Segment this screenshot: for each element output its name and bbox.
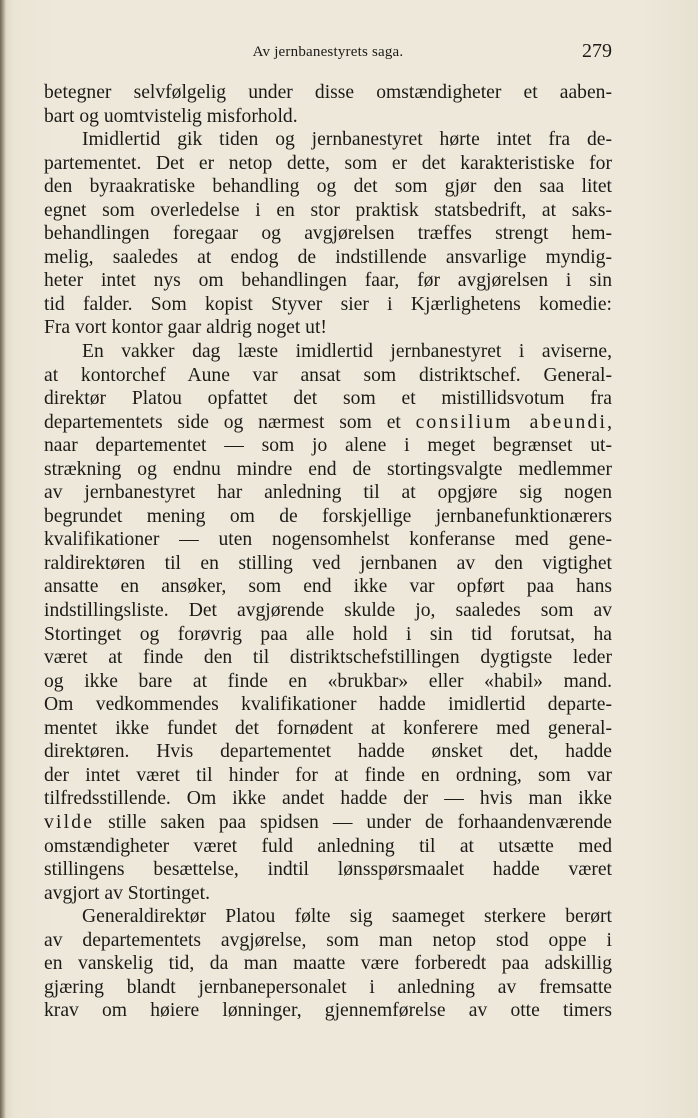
running-title: Av jernbanestyrets saga.: [252, 44, 404, 60]
text-line: betegner selvfølgelig under disse omstændigheter et aaben-: [44, 82, 612, 103]
text-line: og ikke bare at finde en «brukbar» eller «habil» mand.: [44, 670, 612, 692]
text-line: naar departementet — som jo alene i meget begrænset ut-: [44, 435, 612, 457]
text-line: [44, 411, 612, 435]
text-line: av departementets avgjørelse, som man netop stod oppe i: [44, 929, 612, 951]
text-segment: stille saken paa spidsen — under de forhaandenværende: [94, 811, 612, 833]
text-line: en vanskelig tid, da man maatte være forberedt paa adskillig: [44, 953, 612, 975]
body-text: [44, 81, 612, 1023]
text-line: krav om høiere lønninger, gjennemførelse av otte timers: [44, 1000, 612, 1022]
spaced-emphasis: consilium abeundi: [415, 411, 608, 433]
text-segment: departementets side og nærmest som et: [44, 411, 416, 433]
text-line: En vakker dag læste imidlertid jernbanestyret i aviserne,: [82, 341, 612, 363]
text-line: Imidlertid gik tiden og jernbanestyret hørte intet fra de-: [82, 129, 612, 151]
text-line: stillingens besættelse, indtil lønsspørsmaalet hadde været: [44, 859, 612, 881]
text-line: raldirektøren til en stilling ved jernbanen av den vigtighet: [44, 552, 612, 574]
text-line: [44, 811, 612, 835]
text-line: bart og uomtvistelig misforhold.: [44, 105, 298, 127]
text-line: været at finde den til distriktschefstillingen dygtigste leder: [44, 647, 612, 669]
binding-edge: [0, 0, 6, 1118]
text-line: Om vedkommendes kvalifikationer hadde imidlertid departe-: [44, 694, 612, 716]
text-line: melig, saaledes at endog de indstillende ansvarlige myndig-: [44, 246, 612, 268]
text-line: Generaldirektør Platou følte sig saameget sterkere berørt: [82, 906, 612, 928]
text-line: tilfredsstillende. Om ikke andet hadde der — hvis man ikke: [44, 788, 612, 810]
text-line: kvalifikationer — uten nogensomhelst konferanse med gene-: [44, 529, 612, 551]
text-line: strækning og endnu mindre end de stortingsvalgte medlemmer: [44, 458, 612, 480]
page-number: 279: [582, 40, 612, 62]
text-line: ansatte en ansøker, som end ikke var opført paa hans: [44, 576, 612, 598]
text-line: indstillingsliste. Det avgjørende skulde jo, saaledes som av: [44, 600, 612, 622]
text-line: Fra vort kontor gaar aldrig noget ut!: [44, 317, 327, 339]
text-line: der intet været til hinder for at finde en ordning, som var: [44, 764, 612, 786]
text-line: egnet som overledelse i en stor praktisk statsbedrift, at saks-: [44, 199, 612, 221]
spaced-emphasis: vilde: [44, 811, 95, 833]
text-line: direktør Platou opfattet det som et mistillidsvotum fra: [44, 388, 612, 410]
running-head: [44, 40, 612, 70]
text-line: at kontorchef Aune var ansat som distriktschef. General-: [44, 364, 612, 386]
text-line: mentet ikke fundet det fornødent at konferere med general-: [44, 717, 612, 739]
text-line: gjæring blandt jernbanepersonalet i anledning av fremsatte: [44, 976, 612, 998]
text-line: den byraakratiske behandling og det som gjør den saa litet: [44, 176, 612, 198]
text-line: Stortinget og forøvrig paa alle hold i sin tid forutsat, ha: [44, 623, 612, 645]
text-line: heter intet nys om behandlingen faar, før avgjørelsen i sin: [44, 270, 612, 292]
text-line: begrundet mening om de forskjellige jernbanefunktionærers: [44, 505, 612, 527]
text-line: omstændigheter været fuld anledning til at utsætte med: [44, 835, 612, 857]
text-line: partementet. Det er netop dette, som er det karakteristiske for: [44, 152, 612, 174]
text-line: av jernbanestyret har anledning til at opgjøre sig nogen: [44, 482, 612, 504]
text-line: behandlingen foregaar og avgjørelsen træffes strengt hem-: [44, 223, 612, 245]
text-line: direktøren. Hvis departementet hadde ønsket det, hadde: [44, 741, 612, 763]
text-line: tid falder. Som kopist Styver sier i Kjærlighetens komedie:: [44, 293, 612, 315]
text-segment: ,: [607, 411, 612, 433]
text-line: avgjort av Stortinget.: [44, 882, 210, 904]
